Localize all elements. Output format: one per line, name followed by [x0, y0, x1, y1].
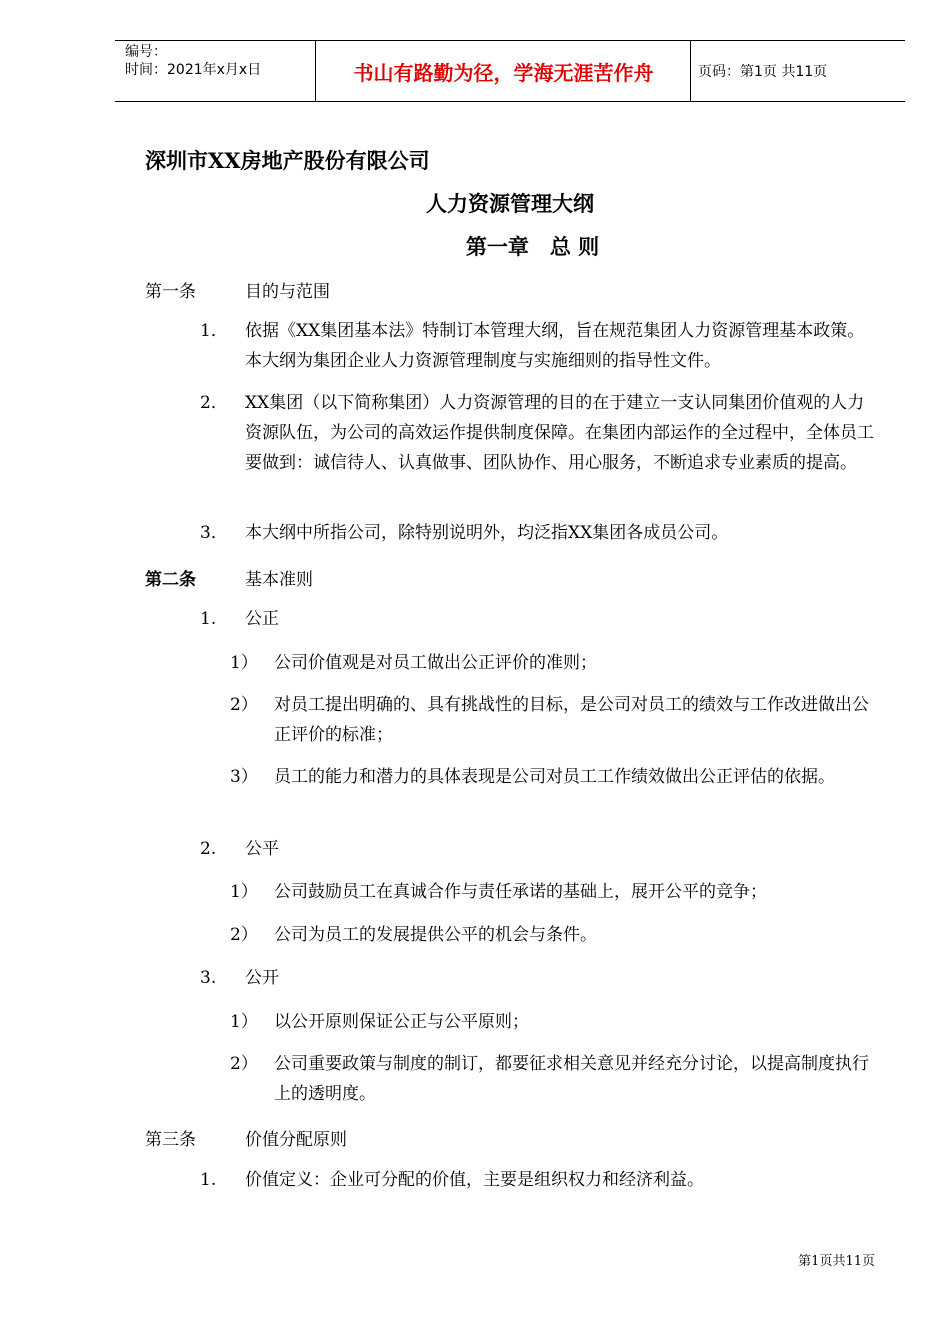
- list-item: [230, 1007, 890, 1037]
- item-number: 1）: [230, 653, 258, 673]
- item-text: 公司重要政策与制度的制订，都要征求相关意见并经充分讨论，以提高制度执行上的透明度。: [274, 1054, 869, 1104]
- item-text: 以公开原则保证公正与公平原则；: [274, 1012, 529, 1032]
- header-divider: [690, 41, 691, 101]
- list-item: [230, 690, 890, 750]
- header-motto: 书山有路勤为径，学海无涯苦作舟: [353, 60, 654, 85]
- item-number: 1）: [230, 882, 258, 902]
- list-item: [200, 518, 890, 548]
- list-item: [200, 388, 890, 508]
- header-page-info: 页码：第1页 共11页: [698, 64, 828, 80]
- item-number: 2）: [230, 925, 258, 945]
- item-text: XX集团（以下简称集团）人力资源管理的目的在于建立一支认同集团价值观的人力资源队伍，为公司的高效运作提供制度保障。在集团内部运作的全过程中，全体员工要做到：诚信待人、认真做事、团队协作、用心服务，不断追求专业素质的提高。: [245, 393, 874, 473]
- item-number: 2．: [200, 393, 228, 413]
- page-footer: 第1页共11页: [798, 1254, 875, 1269]
- list-item: [230, 877, 890, 907]
- chapter-heading: 第一章 总 则: [465, 234, 600, 259]
- article-number: 第二条: [145, 570, 196, 590]
- company-name: 深圳市XX房地产股份有限公司: [145, 148, 430, 173]
- list-item: [230, 648, 890, 678]
- list-item: [230, 920, 890, 950]
- section-number: 2.: [200, 839, 217, 859]
- list-item: [200, 316, 890, 376]
- item-text: 公司价值观是对员工做出公正评价的准则；: [274, 653, 597, 673]
- section-number: 1.: [200, 609, 217, 629]
- header-meta: [125, 43, 261, 79]
- section-title: 公平: [245, 839, 279, 859]
- section-title: 公开: [245, 968, 279, 988]
- article-number: 第三条: [145, 1130, 196, 1150]
- section-number: 3.: [200, 968, 217, 988]
- list-item: [230, 762, 890, 822]
- list-item: [230, 1049, 890, 1109]
- document-title: 人力资源管理大纲: [426, 191, 594, 216]
- item-text: 公司鼓励员工在真诚合作与责任承诺的基础上，展开公平的竞争；: [274, 882, 767, 902]
- page-header: [115, 40, 905, 102]
- item-number: 1．: [200, 321, 228, 341]
- section-heading: [200, 834, 890, 864]
- section-heading: [200, 963, 890, 993]
- article-title: 基本准则: [245, 570, 313, 590]
- item-number: 3）: [230, 767, 258, 787]
- list-item: [200, 1165, 890, 1195]
- item-number: 2）: [230, 695, 258, 715]
- article-title: 目的与范围: [245, 282, 330, 302]
- header-time: 时间：2021年x月x日: [125, 62, 262, 78]
- header-divider: [315, 41, 316, 101]
- article-title: 价值分配原则: [245, 1130, 347, 1150]
- header-number: 编号：: [125, 44, 167, 60]
- item-text: 公司为员工的发展提供公平的机会与条件。: [274, 925, 597, 945]
- section-title: 公正: [245, 609, 279, 629]
- item-number: 2）: [230, 1054, 258, 1074]
- item-number: 3．: [200, 523, 228, 543]
- item-text: 员工的能力和潜力的具体表现是公司对员工工作绩效做出公正评估的依据。: [274, 767, 835, 787]
- item-number: 1.: [200, 1170, 217, 1190]
- item-text: 对员工提出明确的、具有挑战性的目标，是公司对员工的绩效与工作改进做出公正评价的标准；: [274, 695, 869, 745]
- item-text: 本大纲中所指公司，除特别说明外，均泛指XX集团各成员公司。: [245, 523, 729, 543]
- article-number: 第一条: [145, 282, 196, 302]
- item-text: 依据《XX集团基本法》特制订本管理大纲，旨在规范集团人力资源管理基本政策。本大纲为集团企业人力资源管理制度与实施细则的指导性文件。: [245, 321, 865, 371]
- section-heading: [200, 604, 890, 634]
- item-number: 1）: [230, 1012, 258, 1032]
- item-text: 价值定义：企业可分配的价值，主要是组织权力和经济利益。: [245, 1170, 704, 1190]
